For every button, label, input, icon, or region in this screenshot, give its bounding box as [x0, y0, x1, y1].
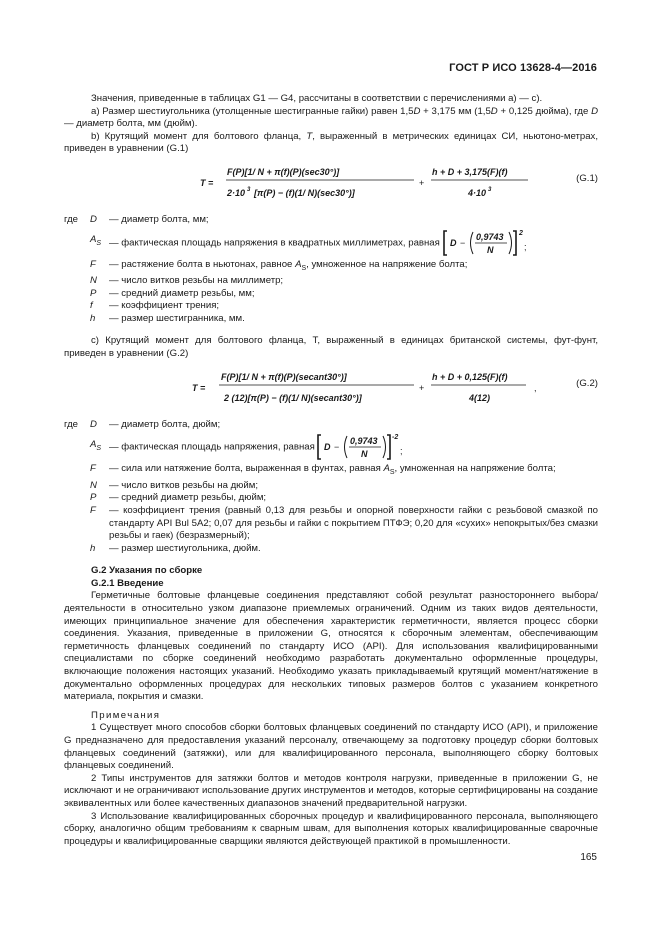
svg-text:;: ; [523, 241, 527, 252]
def-as-mm: $A_S$ — фактическая площадь напряжения в квадратных миллиметрах, равная D − 0,9743 N 2 ; [64, 227, 598, 259]
svg-text:D: D [449, 237, 457, 248]
eq2-number: (G.2) [576, 377, 598, 389]
def-h-mm: h — размер шестигранника, мм. [90, 312, 245, 324]
eq2-lhs: T = [192, 382, 206, 393]
equation-g2 [64, 361, 598, 413]
def-n-mm: N — число витков резьбы на миллиметр; [90, 275, 284, 287]
as-inch-expression [317, 432, 405, 462]
def-h-inch: h — размер шестиугольника, дюйм. [90, 542, 261, 554]
as-mm-expression [443, 228, 529, 258]
item-a-paragraph: а) Размер шестиугольника (утолщенные шестигранные гайки) равен 1,5D + 3,175 мм (1,5D + 0,125 дюйма), где D — диаметр болта, мм (дюйм). [64, 105, 598, 130]
notes-title: Примечания [91, 709, 161, 721]
eq1-denominator-1-exp: 3 [247, 186, 251, 193]
section-g21-text: Герметичные болтовые фланцевые соединения представляют собой результат разностороннего выбора/деятельности в относительно узком диапазоне приемлемых ограничений. Одним из таких видов деятельности, имеющих принципиальное значение для обеспечения характеристик герметичности, является процесс сборки соединения. Указания, приведенные в приложении G, относятся к сборочным элементам, обеспечивающим герметичность фланцевых соединений по стандарту ИСО (API). Для использования квалифицированными специалистами по сборке соединений необходимо разработать документально оформленные процедуры, включающие положения настоящих указаний. Необходимо указать прикладываемый крутящий момент/натяжение в документально оформленных процедурах для нескольких типовых размеров болтов с указанием конкретного материала, покрытия и смазки. [64, 590, 598, 703]
def-f-pound: F — сила или натяжение болта, выраженная в фунтах, равная $A_S$, умноженная на напряжение болта; [90, 463, 556, 477]
eq1-denominator-1: 2·10 [227, 187, 246, 198]
def-friction-coefficient: F — коэффициент трения (равный 0,13 для резьбы и опорной поверхности гайки с резьбовой смазкой по стандарту API Bul 5A2; 0,07 для резьбы и гайки с покрытием ПТФЭ; 0,20 для «сухих» непокрытых/без смазки резьбы и гаек) (безразмерный); [90, 504, 598, 542]
definitions-g2 [64, 419, 598, 556]
item-c-paragraph: с) Крутящий момент для болтового фланца, Т, выраженный в единицах британской системы, фут-фунт, приведен в уравнении (G.2) [64, 335, 598, 360]
eq1-denominator-2-exp: 3 [488, 186, 492, 193]
eq1-numerator-2: h + D + 3,175(F)(f) [432, 166, 508, 177]
svg-text:N: N [361, 449, 368, 460]
svg-text:-2: -2 [392, 434, 399, 442]
svg-text:;: ; [400, 446, 403, 457]
svg-text:D: D [324, 442, 331, 453]
eq2-plus: + [419, 382, 425, 393]
svg-text:N: N [486, 244, 494, 255]
page-number: 165 [580, 852, 597, 863]
document-id-header: ГОСТ Р ИСО 13628-4—2016 [449, 62, 597, 74]
equation-g1 [64, 156, 598, 208]
note-1: 1 Существует много способов сборки болтовых фланцевых соединений по стандарту ИСО (API), и приложение G предназначено для предоставления указаний персоналу, отвечающему за подготовку процедур сборки болтовых фланцевых соединений (затяжки), или для квалифицированного персонала, выполняющего сборку болтовых фланцевых соединений. [64, 722, 598, 772]
def-as-inch: $A_S$ — фактическая площадь напряжения, равная D − 0,9743 N -2 ; [64, 431, 598, 463]
page-body [64, 93, 598, 848]
svg-text:0,9743: 0,9743 [350, 436, 378, 447]
eq2-denominator-2: 4(12) [469, 392, 491, 403]
svg-text:0,9743: 0,9743 [475, 231, 504, 242]
eq1-lhs: T = [200, 177, 214, 188]
eq1-denominator-1-rest: [π(P) − (f)(1/ N)(sec30°)] [254, 187, 355, 198]
svg-text:2: 2 [518, 229, 523, 237]
svg-text:−: − [459, 237, 465, 248]
eq1-number: (G.1) [576, 172, 598, 184]
section-g2-title: G.2 Указания по сборке [91, 565, 203, 577]
def-f-newton: F — растяжение болта в ньютонах, равное $A_S$, умноженное на напряжение болта; [90, 258, 468, 272]
def-d-mm: где D — диаметр болта, мм; [64, 213, 209, 225]
eq2-comma: , [534, 382, 537, 393]
eq2-numerator-2: h + D + 0,125(F)(f) [432, 371, 508, 382]
def-d-inch: где D — диаметр болта, дюйм; [64, 418, 221, 430]
def-f-friction: f — коэффициент трения; [90, 300, 220, 312]
eq1-denominator-2: 4·10 [468, 187, 487, 198]
note-3: 3 Использование квалифицированных сборочных процедур и квалифицированного персонала, выполняющего сборку, аналогично общим требованиям к сварным швам, для выполнения которых квалифицированные сварочные процедуры и квалифицированные сварщики являются действующей практикой в промышленности. [64, 810, 598, 847]
equation-g2-graphic [64, 361, 598, 413]
svg-text:−: − [334, 442, 340, 453]
eq1-plus: + [419, 177, 425, 188]
eq2-denominator-1: 2 (12)[π(P) − (f)(1/ N)(secant30°)] [224, 392, 362, 403]
def-p-inch: P — средний диаметр резьбы, дюйм; [90, 492, 267, 504]
definitions-g1 [64, 214, 598, 325]
eq2-numerator-1: F(P)[1/ N + π(f)(P)(secant30°)] [221, 371, 347, 382]
equation-g1-graphic [64, 156, 598, 208]
def-n-inch: N — число витков резьбы на дюйм; [90, 479, 258, 491]
def-p-mm: P — средний диаметр резьбы, мм; [90, 287, 255, 299]
intro-paragraph: Значения, приведенные в таблицах G1 — G4, рассчитаны в соответствии с перечислениями а) — с). [91, 93, 543, 104]
item-b-paragraph: b) Крутящий момент для болтового фланца, T, выраженный в метрических единицах СИ, ньютоно-метрах, приведен в уравнении (G.1) [64, 130, 599, 155]
section-g21-title: G.2.1 Введение [91, 577, 164, 589]
eq1-numerator-1: F(P)[1/ N + π(f)(P)(sec30°)] [227, 166, 340, 177]
note-2: 2 Типы инструментов для затяжки болтов и методов контроля нагрузки, приведенные в приложении G, не исключают и не ограничивают использование других инструментов и методов, которые сертифицированы на создание эквивалентных или более качественных диапазонов значений предварительной нагрузки. [64, 772, 598, 809]
